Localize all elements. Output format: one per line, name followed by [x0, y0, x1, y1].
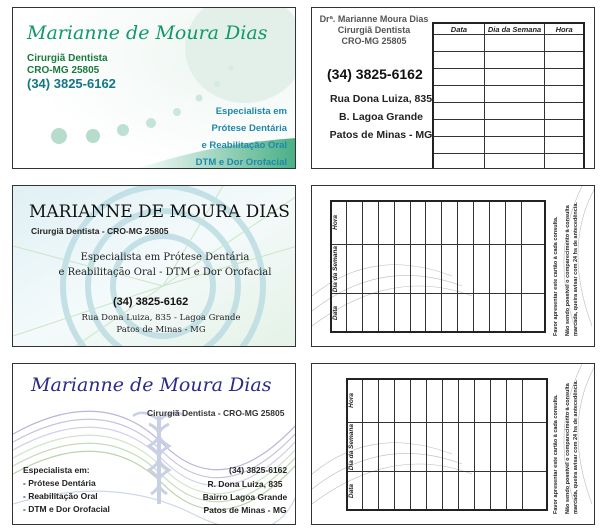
table-row: [433, 103, 584, 120]
grid-cell[interactable]: [379, 422, 395, 472]
grid-cell[interactable]: [395, 379, 411, 422]
header-line: CRO-MG 25805: [341, 36, 407, 46]
specialty-line: Especialista em:: [23, 465, 90, 475]
specialty-line: - DTM e Dor Orofacial: [23, 504, 110, 514]
grid-cell[interactable]: [505, 294, 521, 332]
table-cell[interactable]: [545, 103, 584, 120]
grid-cell[interactable]: [475, 379, 491, 422]
table-cell[interactable]: [433, 154, 484, 170]
table-cell[interactable]: [545, 137, 584, 154]
grid-cell[interactable]: [378, 244, 394, 294]
address-line: Patos de Minas - MG: [116, 325, 206, 335]
table-cell[interactable]: [433, 86, 484, 103]
doctor-name: Marianne de Moura Dias: [27, 22, 268, 44]
table-row: [433, 86, 584, 103]
grid-cell[interactable]: [474, 201, 490, 244]
note-present-card: Favor apresentar este cartão à cada consulta.: [553, 216, 559, 336]
table-cell[interactable]: [545, 69, 584, 86]
grid-cell[interactable]: [489, 294, 505, 332]
header-line: Cirurgiã Dentista: [337, 25, 411, 35]
table-cell[interactable]: [433, 137, 484, 154]
table-row: [433, 35, 584, 52]
address-line: B. Lagoa Grande: [338, 111, 423, 123]
address: [199, 478, 291, 517]
specialties: [57, 250, 273, 280]
grid-cell[interactable]: [475, 422, 491, 472]
table-cell[interactable]: [545, 86, 584, 103]
row-label-cell: [331, 244, 347, 294]
grid-cell[interactable]: [394, 244, 410, 294]
grid-cell[interactable]: [442, 244, 458, 294]
grid-cell[interactable]: [491, 472, 507, 510]
appointment-card-back-1: [311, 7, 595, 169]
table-cell[interactable]: [433, 69, 484, 86]
grid-cell[interactable]: [474, 244, 490, 294]
table-cell[interactable]: [484, 35, 544, 52]
grid-cell[interactable]: [394, 201, 410, 244]
grid-cell[interactable]: [347, 294, 363, 332]
table-row: [433, 137, 584, 154]
grid-cell[interactable]: [411, 422, 427, 472]
grid-cell[interactable]: [442, 201, 458, 244]
row-label-cell: [331, 201, 347, 244]
grid-cell[interactable]: [507, 422, 523, 472]
phone-number: (34) 3825-6162: [27, 76, 116, 91]
col-header-data: Data: [433, 23, 484, 35]
table-cell[interactable]: [433, 103, 484, 120]
note-notice-24h: Não sendo possível o comparecimento à consulta marcada, queira avisar com 24 hs de antecedência.: [565, 380, 579, 514]
grid-row-date: [331, 294, 545, 332]
grid-cell[interactable]: [521, 244, 545, 294]
appointment-card-back-3: [311, 363, 595, 525]
table-row: [433, 52, 584, 69]
grid-cell[interactable]: [505, 244, 521, 294]
table-cell[interactable]: [433, 120, 484, 137]
grid-cell[interactable]: [491, 422, 507, 472]
grid-cell[interactable]: [347, 244, 363, 294]
table-cell[interactable]: [484, 52, 544, 69]
grid-cell[interactable]: [427, 422, 443, 472]
grid-cell[interactable]: [443, 472, 459, 510]
grid-cell[interactable]: [411, 379, 427, 422]
grid-cell[interactable]: [507, 472, 523, 510]
grid-cell[interactable]: [362, 244, 378, 294]
table-cell[interactable]: [484, 103, 544, 120]
grid-cell[interactable]: [458, 201, 474, 244]
grid-cell[interactable]: [523, 422, 547, 472]
grid-cell[interactable]: [523, 379, 547, 422]
grid-cell[interactable]: [410, 244, 426, 294]
grid-cell[interactable]: [474, 294, 490, 332]
cro-text: CRO-MG 25805: [27, 65, 100, 76]
row-label-date: Data: [332, 305, 339, 320]
grid-cell[interactable]: [459, 472, 475, 510]
specialty-line: Especialista em Prótese Dentária: [80, 252, 250, 263]
appointment-table: [432, 22, 585, 169]
grid-cell[interactable]: [378, 201, 394, 244]
credentials: [27, 53, 108, 77]
col-header-time: Hora: [545, 23, 584, 35]
row-label-cell: [347, 422, 363, 472]
table-cell[interactable]: [484, 69, 544, 86]
address-line: Rua Dona Luiza, 835 - Lagoa Grande: [81, 313, 241, 323]
address-line: Patos de Minas - MG: [329, 129, 433, 141]
grid-cell[interactable]: [505, 201, 521, 244]
grid-row-day: [347, 422, 547, 472]
table-cell[interactable]: [433, 52, 484, 69]
address-line: R. Dona Luiza, 835: [207, 479, 283, 489]
role-text: Cirurgiã Dentista: [27, 53, 108, 64]
grid-cell[interactable]: [395, 472, 411, 510]
specialty-line: DTM e Dor Orofacial: [195, 157, 287, 168]
grid-cell[interactable]: [426, 201, 442, 244]
grid-cell[interactable]: [379, 472, 395, 510]
grid-row-day: [331, 244, 545, 294]
grid-cell[interactable]: [427, 379, 443, 422]
grid-cell[interactable]: [395, 422, 411, 472]
grid-cell[interactable]: [521, 294, 545, 332]
grid-cell[interactable]: [427, 472, 443, 510]
table-cell[interactable]: [484, 86, 544, 103]
grid-cell[interactable]: [475, 472, 491, 510]
doctor-name: MARIANNE DE MOURA DIAS: [29, 202, 290, 222]
phone-number: (34) 3825-6162: [229, 465, 288, 475]
table-cell[interactable]: [545, 35, 584, 52]
note-notice-24h: Não sendo possível o comparecimento à consulta marcada, queira avisar com 24 hs de antecedência.: [565, 202, 579, 336]
grid-cell[interactable]: [411, 472, 427, 510]
grid-cell[interactable]: [426, 244, 442, 294]
specialty-line: e Reabilitação Oral: [201, 140, 287, 151]
specialty-line: Prótese Dentária: [211, 123, 287, 134]
grid-cell[interactable]: [442, 294, 458, 332]
subtitle: Cirurgiã Dentista - CRO-MG 25805: [31, 226, 169, 236]
grid-cell[interactable]: [378, 294, 394, 332]
grid-row-time: [347, 379, 547, 422]
business-card-purple-front: [12, 363, 296, 525]
grid-cell[interactable]: [507, 379, 523, 422]
table-cell[interactable]: [545, 120, 584, 137]
grid-cell[interactable]: [458, 244, 474, 294]
grid-cell[interactable]: [363, 422, 379, 472]
row-label-day: Dia da Semana: [348, 423, 355, 471]
row-label-cell: [331, 294, 347, 332]
col-header-day: Dia da Semana: [484, 23, 544, 35]
grid-cell[interactable]: [443, 422, 459, 472]
phone-number: (34) 3825-6162: [327, 66, 423, 82]
table-row: [433, 120, 584, 137]
note-present-card: Favor apresentar este cartão à cada consulta.: [553, 394, 559, 514]
row-label-date: Data: [348, 483, 355, 498]
specialty-line: - Prótese Dentária: [23, 478, 96, 488]
phone-number: (34) 3825-6162: [113, 296, 189, 308]
grid-cell[interactable]: [347, 201, 363, 244]
grid-cell[interactable]: [491, 379, 507, 422]
row-label-cell: [347, 379, 363, 422]
address-line: Bairro Lagoa Grande: [202, 492, 288, 502]
appointment-card-back-2: [311, 185, 595, 347]
address-line: Rua Dona Luiza, 835: [329, 93, 433, 105]
specialties: [23, 464, 110, 516]
grid-cell[interactable]: [426, 294, 442, 332]
appointment-grid: [346, 378, 548, 511]
table-cell[interactable]: [484, 120, 544, 137]
table-cell[interactable]: [433, 35, 484, 52]
grid-cell[interactable]: [410, 201, 426, 244]
specialty-line: - Reabilitação Oral: [23, 491, 98, 501]
appointment-grid: [330, 200, 546, 333]
doctor-name: Marianne de Moura Dias: [31, 374, 272, 396]
table-cell[interactable]: [545, 52, 584, 69]
grid-row-time: [331, 201, 545, 244]
address: [79, 312, 243, 336]
table-cell[interactable]: [484, 154, 544, 170]
grid-cell[interactable]: [443, 379, 459, 422]
grid-cell[interactable]: [459, 379, 475, 422]
grid-cell[interactable]: [458, 294, 474, 332]
row-label-time: Hora: [348, 393, 355, 409]
row-label-day: Dia da Semana: [332, 245, 339, 293]
grid-cell[interactable]: [521, 201, 545, 244]
business-card-blue-front: [12, 185, 296, 347]
business-card-green-front: [12, 7, 296, 169]
grid-cell[interactable]: [489, 244, 505, 294]
row-label-time: Hora: [332, 215, 339, 231]
subtitle: Cirurgiã Dentista - CRO-MG 25805: [147, 408, 285, 418]
grid-cell[interactable]: [410, 294, 426, 332]
table-row: [433, 69, 584, 86]
grid-cell[interactable]: [489, 201, 505, 244]
grid-cell[interactable]: [363, 472, 379, 510]
specialty-line: Especialista em: [215, 106, 287, 117]
grid-row-date: [347, 472, 547, 510]
card-header: [312, 14, 436, 47]
grid-cell[interactable]: [523, 472, 547, 510]
address: [322, 90, 440, 144]
grid-cell[interactable]: [363, 379, 379, 422]
specialties: [167, 103, 287, 169]
specialty-line: e Reabilitação Oral - DTM e Dor Orofacial: [58, 267, 272, 278]
grid-cell[interactable]: [362, 294, 378, 332]
table-cell[interactable]: [545, 154, 584, 170]
grid-cell[interactable]: [459, 422, 475, 472]
address-line: Patos de Minas - MG: [203, 505, 287, 515]
table-row: [433, 154, 584, 170]
header-line: Drª. Marianne Moura Dias: [319, 14, 429, 24]
grid-cell[interactable]: [379, 379, 395, 422]
grid-cell[interactable]: [394, 294, 410, 332]
table-cell[interactable]: [484, 137, 544, 154]
row-label-cell: [347, 472, 363, 510]
grid-cell[interactable]: [362, 201, 378, 244]
